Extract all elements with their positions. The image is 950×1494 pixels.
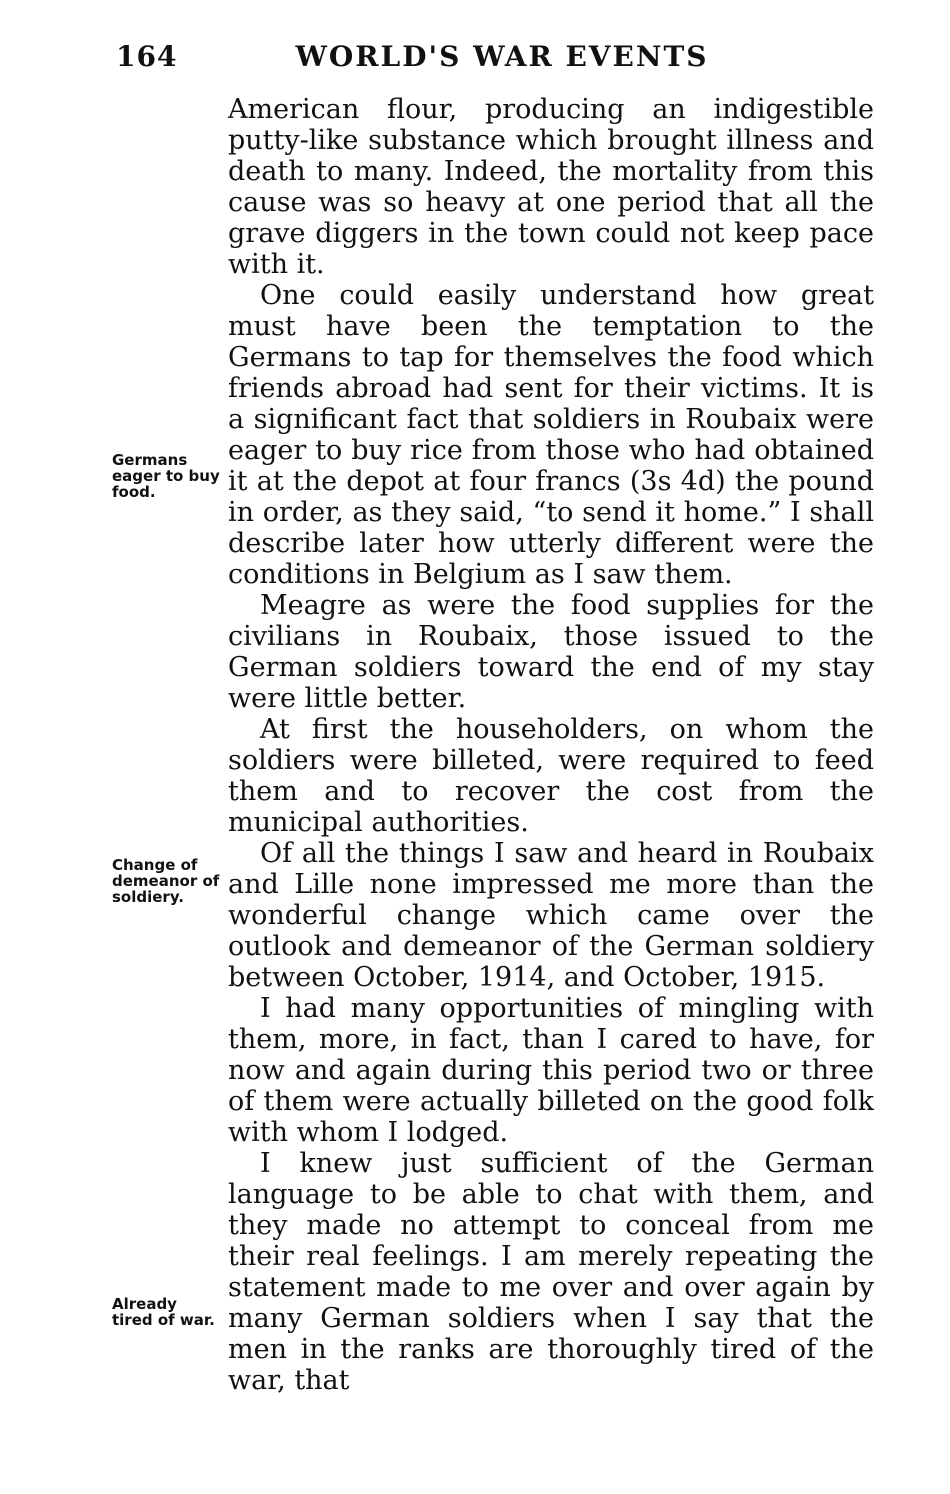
paragraph: American flour, producing an indigestible putty-like substance which brought illness and death to many. Indeed, the mortality from this cause was so heavy at one period that all the grave diggers in the town could not keep pace with it. xyxy=(228,94,874,280)
margin-note-already-tired: Already tired of war. xyxy=(112,1295,215,1329)
margin-note-change-of-demeanor: Change of demeanor of soldiery. xyxy=(112,856,220,906)
margin-note-germans-eager: Germans eager to buy food. xyxy=(112,451,220,501)
body-text xyxy=(228,94,874,1396)
page-number: 164 xyxy=(116,40,178,73)
paragraph: Meagre as were the food supplies for the civilians in Roubaix, those issued to the German soldiers toward the end of my stay were little better. xyxy=(228,590,874,714)
paragraph: Of all the things I saw and heard in Roubaix and Lille none impressed me more than the wonderful change which came over the outlook and demeanor of the German soldiery between October, 1914, and October, 1915. xyxy=(228,838,874,993)
running-head xyxy=(116,40,878,80)
paragraph: At first the householders, on whom the soldiers were billeted, were required to feed them and to recover the cost from the municipal authorities. xyxy=(228,714,874,838)
page-header-title: WORLD'S WAR EVENTS xyxy=(295,40,709,73)
paragraph: I had many opportunities of mingling with them, more, in fact, than I cared to have, for now and again during this period two or three of them were actually billeted on the good folk with whom I lodged. xyxy=(228,993,874,1148)
paragraph: I knew just sufficient of the German language to be able to chat with them, and they made no attempt to conceal from me their real feelings. I am merely repeating the statement made to me over and over again by many German soldiers when I say that the men in the ranks are thoroughly tired of the war, that xyxy=(228,1148,874,1396)
paragraph: One could easily understand how great must have been the temptation to the Germans to tap for themselves the food which friends abroad had sent for their victims. It is a significant fact that soldiers in Roubaix were eager to buy rice from those who had obtained it at the depot at four francs (3s 4d) the pound in order, as they said, “to send it home.” I shall describe later how utterly different were the conditions in Belgium as I saw them. xyxy=(228,280,874,590)
